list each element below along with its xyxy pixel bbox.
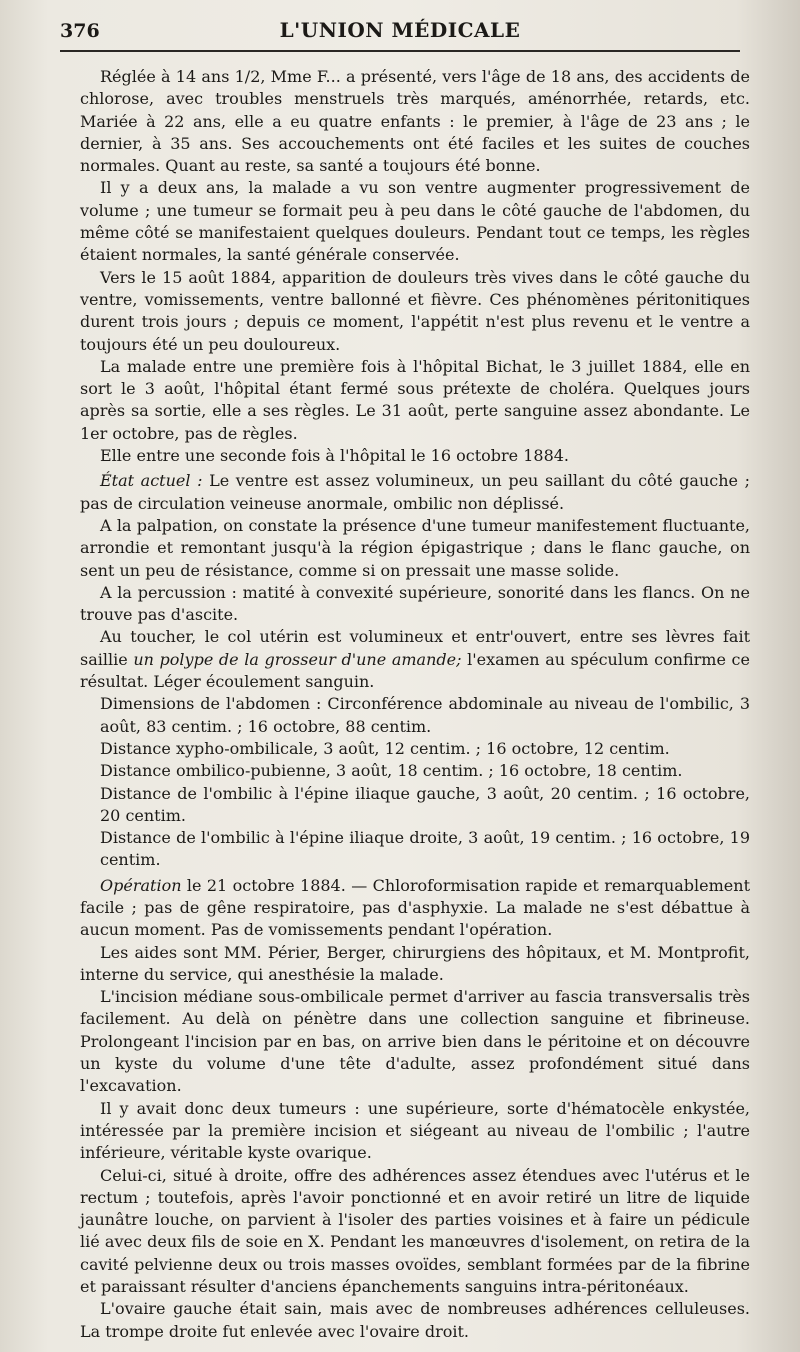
measure-circumference: Dimensions de l'abdomen : Circonférence abdominale au niveau de l'ombilic, 3 août, 83 centim. ; 16 octobre, 88 centim.: [100, 694, 750, 736]
paragraph-first-admission: La malade entre une première fois à l'hôpital Bichat, le 3 juillet 1884, elle en sort le 3 août, l'hôpital étant fermé sous prétexte de choléra. Quelques jours après sa sortie, elle a ses règles. Le 31 août, perte sanguine assez abondante. Le 1er octobre, pas de règles.: [80, 356, 750, 443]
measure-ombilico-pubienne: Distance ombilico-pubienne, 3 août, 18 centim. ; 16 octobre, 18 centim.: [100, 761, 683, 781]
operation-label: Opération: [100, 875, 182, 895]
paragraph-incision: L'incision médiane sous-ombilicale permet d'arriver au fascia transversalis très facilement. Au delà on pénètre dans une collection sanguine et fibrineuse. Prolongeant l'incision par en bas, on arrive bien dans le péritoine et on découvre un kyste du volume d'une tête d'adulte, assez profondément situé dans l'excavation.: [80, 987, 750, 1096]
paragraph-second-admission: Elle entre une seconde fois à l'hôpital le 16 octobre 1884.: [100, 446, 570, 466]
toucher-rest: l'examen au spéculum confirme ce résultat. Léger écoulement sanguin.: [80, 649, 750, 692]
paragraph-aides: Les aides sont MM. Périer, Berger, chirurgiens des hôpitaux, et M. Montprofit, interne du service, qui anesthésie la malade.: [80, 942, 750, 984]
toucher-text: Au toucher, le col utérin est volumineux et entr'ouvert, entre ses lèvres fait saillie: [80, 627, 750, 669]
measure-iliaque-droite: Distance de l'ombilic à l'épine iliaque droite, 3 août, 19 centim. ; 16 octobre, 19 centim.: [100, 828, 750, 870]
article-body: [80, 66, 750, 1343]
paragraph-august-episode: Vers le 15 août 1884, apparition de douleurs très vives dans le côté gauche du ventre, vomissements, ventre ballonné et fièvre. Ces phénomènes péritonitiques durent trois jours ; depuis ce moment, l'appétit n'est plus revenu et le ventre a toujours été un peu douloureux.: [80, 267, 750, 354]
paragraph-palpation: A la palpation, on constate la présence d'une tumeur manifestement fluctuante, arrondie et remontant jusqu'à la région épigastrique ; dans le flanc gauche, on sent un peu de résistance, comme si on pressait une masse solide.: [80, 515, 750, 580]
paragraph-percussion: A la percussion : matité à convexité supérieure, sonorité dans les flancs. On ne trouve pas d'ascite.: [80, 582, 750, 625]
paragraph-deux-tumeurs: Il y avait donc deux tumeurs : une supérieure, sorte d'hématocèle enkystée, intéressée par la première incision et siégeant au niveau de l'ombilic ; l'autre inférieure, véritable kyste ovarique.: [80, 1098, 750, 1163]
operation-text: le 21 octobre 1884. — Chloroformisation rapide et remarquablement facile ; pas de gêne respiratoire, pas d'asphyxie. La malade ne s'est débattue à aucun moment. Pas de vomissements pendant l'opération.: [80, 875, 750, 940]
paragraph-history: Réglée à 14 ans 1/2, Mme F... a présenté, vers l'âge de 18 ans, des accidents de chlorose, avec troubles menstruels très marqués, aménorrhée, retards, etc. Mariée à 22 ans, elle a eu quatre enfants : le premier, à l'âge de 23 ans ; le dernier, à 35 ans. Ses accouchements ont été faciles et les suites de couches normales. Quant au reste, sa santé a toujours été bonne.: [80, 67, 750, 176]
paragraph-etat-actuel: [80, 470, 750, 515]
paragraph-tumor-onset: Il y a deux ans, la malade a vu son ventre augmenter progressivement de volume ; une tumeur se formait peu à peu dans le côté gauche de l'abdomen, du même côté se manifestaient quelques douleurs. Pendant tout ce temps, les règles étaient normales, la santé générale conservée.: [80, 178, 750, 265]
paragraph-kyste-droit: Celui-ci, situé à droite, offre des adhérences assez étendues avec l'utérus et le rectum ; toutefois, après l'avoir ponctionné et en avoir retiré un litre de liquide jaunâtre louche, on parvient à l'isoler des parties voisines et à faire un pédicule lié avec deux fils de soie en X. Pendant les manœuvres d'isolement, on retira de la cavité pelvienne deux ou trois masses ovoïdes, semblant formées par de la fibrine et paraissant résulter d'anciens épanchements sanguins intra-péritonéaux.: [80, 1165, 750, 1297]
paragraph-toucher: [80, 626, 750, 693]
header-rule: [60, 50, 740, 52]
page-number: 376: [60, 20, 100, 42]
measure-xypho-ombilicale: Distance xypho-ombilicale, 3 août, 12 centim. ; 16 octobre, 12 centim.: [100, 738, 670, 758]
page-header: [60, 18, 740, 48]
running-title: L'UNION MÉDICALE: [279, 18, 521, 42]
etat-label: État actuel :: [100, 471, 203, 491]
measure-iliaque-gauche: Distance de l'ombilic à l'épine iliaque gauche, 3 août, 20 centim. ; 16 octobre, 20 centim.: [100, 783, 750, 825]
paragraph-ovaire-gauche: L'ovaire gauche était sain, mais avec de nombreuses adhérences celluleuses. La trompe droite fut enlevée avec l'ovaire droit.: [80, 1299, 750, 1341]
toucher-italic: un polype de la grosseur d'une amande;: [133, 649, 462, 669]
paragraph-operation: [80, 875, 750, 942]
etat-text: Le ventre est assez volumineux, un peu saillant du côté gauche ; pas de circulation veineuse anormale, ombilic non déplissé.: [80, 471, 750, 513]
